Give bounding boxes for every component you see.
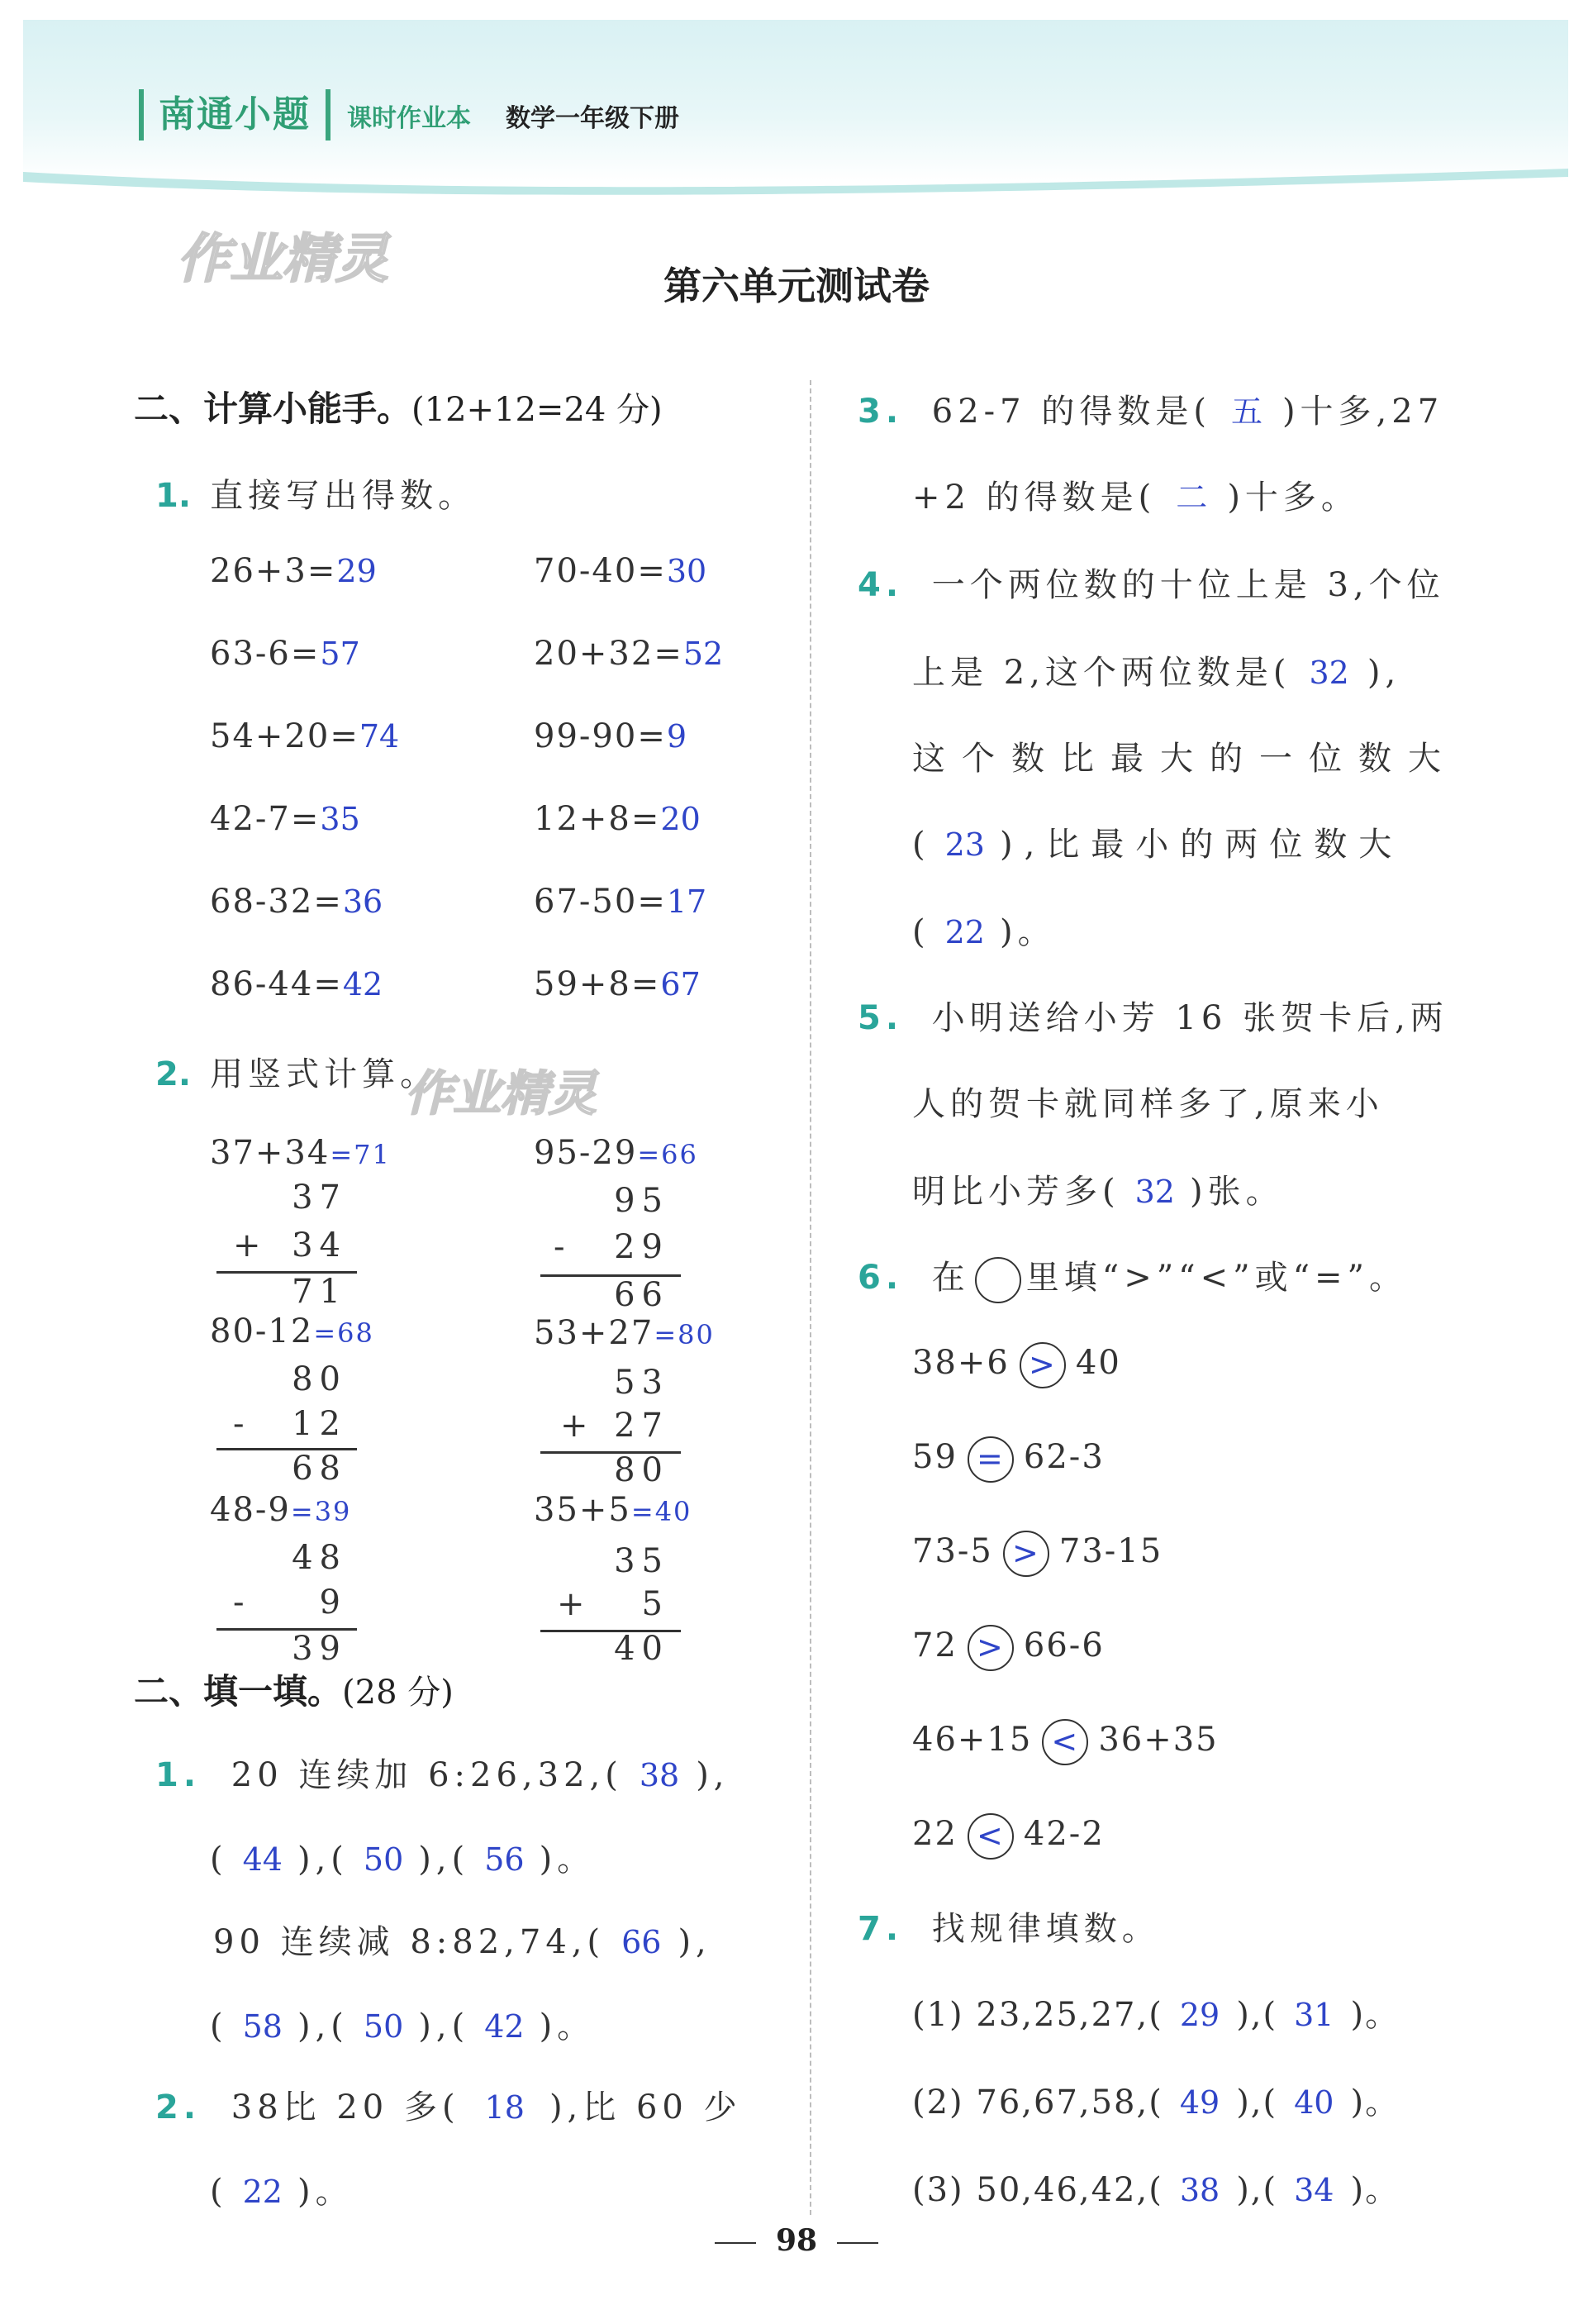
fill-answer: 49 [1179,2084,1220,2121]
fill-answer: 22 [242,2174,283,2210]
question-3 [858,385,1443,432]
fill-answer: 38 [1179,2172,1220,2208]
vertical-bottom-number: 27 [614,1407,669,1445]
question-3-line2 [912,471,1359,518]
vertical-operator: + [557,1585,587,1623]
vertical-answer: 71 [292,1273,347,1311]
compare-left: 46+15 [912,1721,1033,1759]
compare-right: 36+35 [1098,1721,1219,1759]
calc-expression: 26+3= [210,552,337,590]
calc-answer: 35 [320,801,360,837]
vertical-calc-header [534,1134,698,1172]
calc-expression: 68-32= [210,883,343,921]
calc-answer: 42 [342,966,383,1002]
compare-item [912,1813,1105,1860]
footer-dash [837,2242,878,2244]
calc-answer: 30 [666,553,707,589]
question-number: 1. [155,477,192,515]
footer-dash [715,2242,756,2244]
calc-answer: 74 [359,718,400,755]
calc-expression: 70-40= [534,552,667,590]
question-6 [858,1251,1407,1303]
fill-answer: 23 [944,826,985,863]
calc-item [534,883,706,921]
fill-answer: 56 [484,1841,525,1878]
question-text: )十多,27 [1282,393,1444,431]
vertical-bottom-number: 5 [641,1585,669,1623]
question-number: 4. [858,566,904,604]
question-number: 5. [858,999,904,1037]
compare-right: 42-2 [1023,1815,1105,1853]
pattern-row: (2) 76,67,58,( 49 ),( 40 )。 [912,2084,1400,2122]
compare-item [912,1531,1163,1577]
question-text: +2 的得数是( [912,479,1157,517]
calc-expression: 67-50= [534,883,667,921]
question-number: 6. [858,1259,904,1297]
fill-question-1 [155,1749,730,1796]
fill-answer: 42 [484,2008,525,2045]
question-text: ),比 60 少 [549,2088,742,2126]
vertical-operator: - [233,1583,246,1622]
fill-answer: 44 [242,1841,283,1878]
vertical-top-number: 35 [614,1542,669,1580]
question-text: 明比小芳多( [912,1173,1120,1211]
calc-item [210,552,377,590]
compare-right: 40 [1075,1344,1121,1382]
pattern-sequence: (3) 50,46,42,( [912,2171,1163,2209]
book-name: 数学一年级下册 [506,104,679,133]
compare-left: 73-5 [912,1532,993,1570]
calc-expression: 99-90= [534,717,667,755]
pattern-row: (1) 23,25,27,( 29 ),( 31 )。 [912,1996,1400,2034]
calc-expression: 54+20= [210,717,359,755]
pattern-sequence: (2) 76,67,58,( [912,2084,1163,2122]
vertical-result: =68 [313,1317,374,1349]
section-calc-title [134,382,663,431]
paren: ), [696,1756,730,1794]
brand-logo: 南通小题 [139,89,330,140]
question-number: 2. [155,1055,192,1093]
calc-answer: 17 [666,883,707,920]
section-fill-points: (28 分) [342,1674,454,1712]
section-fill-label: 二、填一填。 [134,1671,343,1712]
page-footer [0,2223,1593,2258]
calc-item [210,800,360,838]
compare-right: 62-3 [1023,1438,1105,1476]
compare-right: 66-6 [1023,1626,1105,1664]
calc-item [210,883,383,921]
question-text: 用竖式计算。 [210,1055,439,1093]
vertical-bottom-number: 34 [292,1226,347,1264]
calc-item [534,717,687,755]
calc-item [534,965,701,1003]
fill-answer: 32 [1309,655,1349,691]
calc-answer: 20 [660,801,701,837]
calc-expression: 12+8= [534,800,661,838]
fill-answer: 29 [1179,1997,1220,2033]
question-text: 找规律填数。 [931,1910,1160,1948]
question-4-line3: 这个数比最大的一位数大 [912,740,1457,778]
calc-expression: 20+32= [534,635,683,673]
question-text: 在 [931,1259,970,1297]
question-text: 里填“>”“<”或“=”。 [1025,1259,1407,1297]
vertical-answer: 68 [292,1450,347,1488]
vertical-top-number: 80 [292,1360,347,1398]
fill-answer: 40 [1294,2084,1334,2121]
vertical-expression: 37+34 [210,1134,330,1172]
vertical-operator: - [554,1228,567,1266]
calc-item [534,552,706,590]
vertical-operator: - [233,1405,246,1443]
fill-answer: 22 [944,914,985,950]
question-text: 20 连续加 6:26,32,( [231,1756,623,1794]
section-fill-title [134,1664,454,1714]
question-5-line2: 人的贺卡就同样多了,原来小 [912,1085,1384,1123]
compare-right: 73-15 [1058,1532,1163,1570]
vertical-bottom-number: 12 [292,1405,347,1443]
question-4-line5: ( 22 )。 [912,913,1056,951]
compare-sign: > [1003,1531,1049,1577]
vertical-top-number: 37 [292,1179,347,1217]
calc-item [210,635,360,673]
column-divider [810,380,811,2215]
question-number: 7. [858,1910,904,1948]
vertical-top-number: 53 [614,1364,669,1402]
pattern-row: (3) 50,46,42,( 38 ),( 34 )。 [912,2171,1400,2209]
fill-answer: 五 [1230,393,1263,430]
circle-icon [975,1257,1021,1303]
calc-item [534,635,723,673]
vertical-calc-header [534,1314,715,1352]
compare-item [912,1719,1219,1765]
question-number: 3. [858,393,904,431]
vertical-expression: 95-29 [534,1134,638,1172]
fill-question-2-line2: ( 22 )。 [210,2173,354,2211]
question-text: )十多。 [1227,479,1359,517]
compare-left: 38+6 [912,1344,1010,1382]
compare-sign: < [1042,1719,1088,1765]
vertical-answer: 80 [614,1451,669,1489]
pattern-sequence: (1) 23,25,27,( [912,1996,1163,2034]
compare-sign: > [968,1625,1014,1671]
question-text: 38比 20 多( [231,2088,460,2126]
calc-answer: 67 [660,966,701,1002]
fill-question-1-line3: 90 连续减 8:82,74,( 66 ), [213,1923,711,1961]
vertical-answer: 39 [292,1630,347,1668]
vertical-result: =80 [654,1319,715,1350]
vertical-bottom-number: 9 [319,1583,347,1622]
vertical-result: =71 [330,1139,391,1170]
compare-left: 22 [912,1815,958,1853]
calc-item [534,800,701,838]
calc-item [210,965,383,1003]
vertical-expression: 53+27 [534,1314,654,1352]
question-5 [858,992,1448,1039]
fill-answer: 32 [1134,1174,1175,1210]
section-calc-label: 二、计算小能手。 [134,388,412,429]
fill-answer: 34 [1294,2172,1334,2208]
fill-answer: 50 [363,2008,404,2045]
watermark: 作业精灵 [177,229,388,290]
compare-left: 59 [912,1438,958,1476]
question-number: 2. [155,2088,202,2126]
vertical-expression: 80-12 [210,1312,314,1350]
question-5-line3 [912,1165,1284,1212]
question-7 [858,1903,1160,1950]
header-wave-decoration [23,165,1568,198]
compare-sign: = [968,1436,1014,1483]
question-text: 上是 2,这个两位数是( [912,654,1291,692]
calc-answer: 57 [320,636,360,672]
question-4-line4: ( 23 ),比最小的两位数大 [912,826,1404,864]
page-title: 第六单元测试卷 [663,264,930,308]
calc-expression: 86-44= [210,965,343,1003]
question-4-line2 [912,646,1400,693]
compare-left: 72 [912,1626,958,1664]
compare-item [912,1625,1105,1671]
fill-answer: 18 [484,2089,525,2126]
vertical-expression: 48-9 [210,1491,291,1529]
compare-sign: > [1020,1342,1066,1388]
vertical-top-number: 48 [292,1539,347,1577]
compare-sign: < [968,1813,1014,1860]
calc-expression: 63-6= [210,635,321,673]
fill-answer: 31 [1294,1997,1334,2033]
vertical-answer: 40 [614,1630,669,1668]
vertical-expression: 35+5 [534,1491,631,1529]
vertical-calc-header [534,1491,692,1529]
vertical-result: =40 [630,1496,692,1527]
fill-answer: 58 [242,2008,283,2045]
vertical-bottom-number: 29 [614,1228,669,1266]
vertical-answer: 66 [614,1276,669,1314]
calc-expression: 42-7= [210,800,321,838]
question-4 [858,559,1445,606]
vertical-top-number: 95 [614,1182,669,1220]
vertical-operator: + [233,1226,263,1264]
vertical-result: =39 [290,1496,352,1527]
calc-answer: 52 [682,636,724,672]
page-number: 98 [775,2223,818,2258]
calc-answer: 29 [336,553,377,589]
question-text: 90 连续减 8:82,74,( [213,1923,606,1961]
book-subtitle: 课时作业本 [347,104,471,133]
watermark: 作业精灵 [405,1065,597,1122]
calc-item [210,717,399,755]
fill-question-1-line4: ( 58 ),( 50 ),( 42 )。 [210,2007,596,2045]
compare-item [912,1436,1105,1483]
vertical-calc-header [210,1134,391,1172]
question-text: ), [1367,654,1401,692]
question-2-left [155,1048,438,1095]
vertical-operator: + [560,1407,590,1445]
calc-answer: 36 [342,883,383,920]
fill-question-1-line2: ( 44 ),( 50 ),( 56 )。 [210,1841,596,1879]
question-number: 1. [155,1756,202,1794]
compare-item [912,1342,1121,1388]
question-text: 62-7 的得数是( [931,393,1211,431]
section-calc-points: (12+12=24 分) [411,391,663,429]
question-text: ),比最小的两位数大 [999,826,1404,864]
question-1-left [155,469,476,517]
fill-answer: 二 [1176,479,1208,516]
fill-question-2 [155,2081,742,2128]
question-text: 小明送给小芳 16 张贺卡后,两 [931,999,1448,1037]
vertical-result: =66 [637,1139,698,1170]
question-text: 直接写出得数。 [210,477,477,515]
question-text: )张。 [1189,1173,1284,1211]
calc-answer: 9 [666,718,687,755]
fill-answer: 50 [363,1841,404,1878]
vertical-calc-header [210,1491,351,1529]
question-text: 一个两位数的十位上是 3,个位 [931,566,1445,604]
fill-answer: 38 [639,1757,680,1793]
fill-answer: 66 [621,1924,662,1960]
calc-expression: 59+8= [534,965,661,1003]
vertical-calc-header [210,1312,374,1350]
